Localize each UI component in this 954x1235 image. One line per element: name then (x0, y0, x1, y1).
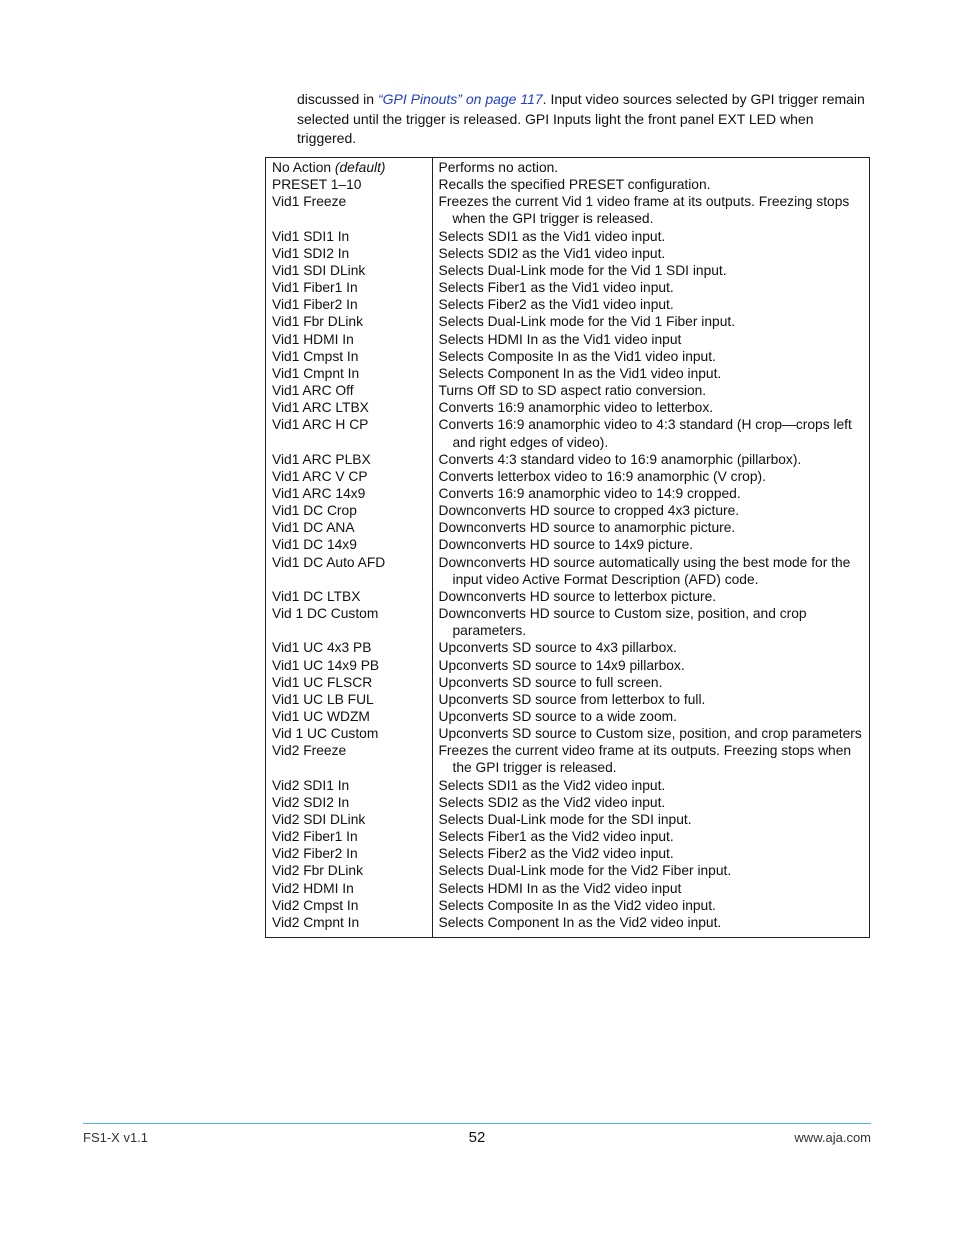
table-row (266, 691, 869, 708)
action-description: Upconverts SD source to Custom size, position, and crop parameters (438, 726, 862, 742)
action-name-cell (266, 468, 432, 485)
action-name: Vid1 ARC 14x9 (272, 485, 366, 501)
table-row (266, 862, 869, 879)
action-description: Upconverts SD source to full screen. (438, 674, 663, 690)
action-name: PRESET 1–10 (272, 177, 362, 193)
action-name-cell (266, 794, 432, 811)
action-name: Vid1 UC WDZM (272, 709, 370, 724)
action-name: Vid2 Fbr DLink (272, 863, 364, 879)
footer-doc-version: FS1-X v1.1 (83, 1130, 149, 1145)
action-description-cell (432, 536, 869, 553)
action-name: Vid1 UC FLSCR (272, 674, 373, 690)
action-name: Vid1 ARC V CP (272, 468, 368, 484)
action-description: Converts 16:9 anamorphic video to 14:9 cropped. (438, 485, 741, 501)
action-description-cell (432, 228, 869, 245)
intro-prefix: discussed in (297, 91, 378, 107)
action-name: Vid1 SDI2 In (272, 245, 350, 261)
action-name: Vid2 Freeze (272, 743, 347, 759)
action-description-cell (432, 742, 869, 776)
table-row (266, 605, 869, 639)
action-description-cell (432, 348, 869, 365)
action-description: Converts 16:9 anamorphic video to letterbox. (438, 400, 714, 416)
table-row (266, 880, 869, 897)
action-description: Upconverts SD source to 4x3 pillarbox. (438, 640, 677, 656)
action-name: Vid1 DC LTBX (272, 588, 361, 604)
action-description-cell (432, 777, 869, 794)
action-name: Vid2 Cmpst In (272, 897, 359, 913)
action-description: Selects Composite In as the Vid1 video input. (438, 348, 716, 364)
action-name: Vid1 Fiber1 In (272, 280, 358, 296)
action-name-cell (266, 914, 432, 937)
table-row (266, 519, 869, 536)
table-row (266, 742, 869, 776)
action-name-cell (266, 862, 432, 879)
table-row (266, 914, 869, 937)
action-description-cell (432, 399, 869, 416)
action-description: Downconverts HD source to cropped 4x3 picture. (438, 503, 740, 519)
action-description-cell (432, 862, 869, 879)
action-name-cell (266, 416, 432, 450)
action-description: Upconverts SD source from letterbox to full. (438, 691, 706, 707)
action-name-cell (266, 725, 432, 742)
action-description: Downconverts HD source to letterbox picture. (438, 588, 717, 604)
action-name: Vid1 ARC LTBX (272, 400, 369, 416)
gpi-pinouts-link[interactable]: “GPI Pinouts” on page 117 (377, 91, 543, 107)
action-name-cell (266, 845, 432, 862)
table-row (266, 588, 869, 605)
action-description-cell (432, 554, 869, 588)
gpi-action-table-grid (266, 158, 869, 937)
action-name: Vid1 Fiber2 In (272, 297, 358, 313)
action-description: Selects Composite In as the Vid2 video input. (438, 897, 716, 913)
action-description-cell (432, 382, 869, 399)
table-row (266, 725, 869, 742)
action-description-cell (432, 176, 869, 193)
action-name-cell (266, 554, 432, 588)
action-name-cell (266, 828, 432, 845)
action-description-cell (432, 468, 869, 485)
action-name-cell (266, 811, 432, 828)
action-name-cell (266, 176, 432, 193)
action-description: Selects Fiber1 as the Vid1 video input. (438, 280, 674, 296)
action-name-cell (266, 158, 432, 176)
table-row (266, 279, 869, 296)
action-name: Vid2 SDI DLink (272, 811, 366, 827)
action-name: Vid1 UC LB FUL (272, 691, 374, 707)
action-description: Upconverts SD source to a wide zoom. (438, 709, 677, 724)
action-name: Vid2 Cmpnt In (272, 914, 360, 930)
action-description: Converts letterbox video to 16:9 anamorphic (V crop). (438, 468, 766, 484)
action-description: Converts 16:9 anamorphic video to 4:3 standard (H crop—crops left and right edges of video). (438, 417, 852, 450)
action-name: Vid2 SDI2 In (272, 794, 350, 810)
action-description-cell (432, 691, 869, 708)
action-description-cell (432, 674, 869, 691)
table-row (266, 158, 869, 176)
action-description-cell (432, 725, 869, 742)
action-description: Selects Dual-Link mode for the Vid2 Fiber input. (438, 863, 732, 879)
action-name-cell (266, 880, 432, 897)
table-row (266, 554, 869, 588)
action-name: Vid 1 UC Custom (272, 726, 379, 742)
action-description-cell (432, 331, 869, 348)
intro-paragraph (297, 90, 875, 149)
intro-suffix: . Input video sources selected by GPI trigger remain selected until the trigger is released. GPI Inputs light the front panel EXT LED when triggered. (297, 91, 865, 146)
table-row (266, 228, 869, 245)
action-description: Selects Component In as the Vid2 video input. (438, 914, 722, 930)
action-name-cell (266, 365, 432, 382)
table-row (266, 365, 869, 382)
action-name-cell (266, 382, 432, 399)
action-description: Selects SDI2 as the Vid1 video input. (438, 245, 666, 261)
action-name: Vid1 DC Auto AFD (272, 554, 386, 570)
action-description: Selects Dual-Link mode for the Vid 1 Fiber input. (438, 314, 736, 330)
action-description-cell (432, 845, 869, 862)
table-row (266, 382, 869, 399)
action-description-cell (432, 519, 869, 536)
action-description-cell (432, 914, 869, 937)
action-description: Downconverts HD source automatically using the best mode for the input video Active Format Description (AFD) code. (438, 554, 851, 587)
action-description: Selects Fiber1 as the Vid2 video input. (438, 829, 674, 845)
table-row (266, 811, 869, 828)
action-name: Vid2 SDI1 In (272, 777, 350, 793)
action-name: Vid1 SDI1 In (272, 228, 350, 244)
footer-website: www.aja.com (794, 1130, 871, 1145)
action-name: Vid1 HDMI In (272, 331, 354, 347)
action-name: Vid1 Freeze (272, 194, 347, 210)
action-name-cell (266, 296, 432, 313)
table-row (266, 708, 869, 725)
action-name-cell (266, 348, 432, 365)
action-name-cell (266, 485, 432, 502)
table-row (266, 777, 869, 794)
action-description: Upconverts SD source to 14x9 pillarbox. (438, 657, 685, 673)
action-description: Selects SDI1 as the Vid2 video input. (438, 777, 666, 793)
table-row (266, 313, 869, 330)
action-description: Performs no action. (438, 160, 559, 175)
action-description-cell (432, 639, 869, 656)
action-name-cell (266, 605, 432, 639)
action-description-cell (432, 158, 869, 176)
action-name-cell (266, 245, 432, 262)
action-name-cell (266, 897, 432, 914)
table-row (266, 639, 869, 656)
action-description: Converts 4:3 standard video to 16:9 anamorphic (pillarbox). (438, 451, 802, 467)
action-description-cell (432, 588, 869, 605)
action-name: Vid1 ARC Off (272, 383, 354, 399)
action-name-cell (266, 262, 432, 279)
action-description: Selects SDI1 as the Vid1 video input. (438, 228, 666, 244)
action-description: Freezes the current video frame at its outputs. Freezing stops when the GPI trigger is released. (438, 743, 852, 776)
action-name: Vid2 HDMI In (272, 880, 354, 896)
table-row (266, 468, 869, 485)
action-name-cell (266, 451, 432, 468)
action-name: No Action (272, 160, 332, 175)
action-name: Vid2 Fiber2 In (272, 846, 358, 862)
gpi-action-table-body (266, 158, 869, 937)
action-name: Vid1 Cmpnt In (272, 365, 360, 381)
action-name-cell (266, 708, 432, 725)
action-description-cell (432, 828, 869, 845)
action-description-cell (432, 365, 869, 382)
action-description: Selects Dual-Link mode for the SDI input. (438, 811, 692, 827)
action-description: Freezes the current Vid 1 video frame at its outputs. Freezing stops when the GPI trigger is released. (438, 194, 850, 227)
action-description-cell (432, 296, 869, 313)
action-name: Vid1 UC 4x3 PB (272, 640, 372, 656)
action-name-cell (266, 742, 432, 776)
table-row (266, 348, 869, 365)
action-name-cell (266, 313, 432, 330)
action-name-cell (266, 777, 432, 794)
table-row (266, 245, 869, 262)
action-description: Selects Dual-Link mode for the Vid 1 SDI input. (438, 262, 727, 278)
action-name: Vid1 DC Crop (272, 503, 357, 519)
action-name-cell (266, 674, 432, 691)
action-description-cell (432, 708, 869, 725)
table-row (266, 536, 869, 553)
table-row (266, 502, 869, 519)
action-name-cell (266, 331, 432, 348)
action-description-cell (432, 313, 869, 330)
action-name-cell (266, 588, 432, 605)
action-name-cell (266, 279, 432, 296)
action-description-cell (432, 485, 869, 502)
action-description-cell (432, 245, 869, 262)
table-row (266, 262, 869, 279)
action-description-cell (432, 416, 869, 450)
action-name: Vid1 Cmpst In (272, 348, 359, 364)
action-name: Vid1 UC 14x9 PB (272, 657, 380, 673)
action-description: Downconverts HD source to Custom size, position, and crop parameters. (438, 606, 807, 639)
table-row (266, 399, 869, 416)
action-name-cell (266, 639, 432, 656)
action-description-cell (432, 451, 869, 468)
action-description-cell (432, 605, 869, 639)
table-row (266, 794, 869, 811)
action-name-cell (266, 536, 432, 553)
action-name: Vid 1 DC Custom (272, 606, 379, 622)
action-name: Vid2 Fiber1 In (272, 829, 358, 845)
action-description: Selects Component In as the Vid1 video input. (438, 365, 722, 381)
action-description-cell (432, 262, 869, 279)
table-row (266, 451, 869, 468)
table-row (266, 176, 869, 193)
action-description-cell (432, 657, 869, 674)
action-description-cell (432, 811, 869, 828)
footer-page-number: 52 (468, 1129, 486, 1146)
footer-divider (83, 1123, 871, 1124)
table-row (266, 485, 869, 502)
action-description-cell (432, 897, 869, 914)
action-description-cell (432, 880, 869, 897)
table-row (266, 193, 869, 227)
action-description-cell (432, 794, 869, 811)
action-name-cell (266, 519, 432, 536)
action-description-cell (432, 193, 869, 227)
action-description: Selects Fiber2 as the Vid1 video input. (438, 297, 674, 313)
table-row (266, 828, 869, 845)
action-name-cell (266, 228, 432, 245)
action-name-cell (266, 502, 432, 519)
action-description: Downconverts HD source to anamorphic picture. (438, 520, 736, 536)
table-row (266, 674, 869, 691)
table-row (266, 897, 869, 914)
action-description: Recalls the specified PRESET configuration. (438, 177, 711, 193)
action-name: Vid1 Fbr DLink (272, 314, 364, 330)
table-row (266, 657, 869, 674)
action-name: Vid1 ARC PLBX (272, 451, 371, 467)
gpi-action-table (265, 157, 870, 938)
action-description: Selects SDI2 as the Vid2 video input. (438, 794, 666, 810)
action-name: Vid1 SDI DLink (272, 262, 366, 278)
action-name-cell (266, 691, 432, 708)
table-row (266, 331, 869, 348)
action-name-note: (default) (334, 160, 386, 175)
action-name-cell (266, 193, 432, 227)
action-description-cell (432, 502, 869, 519)
action-name-cell (266, 657, 432, 674)
action-description: Selects HDMI In as the Vid1 video input (438, 331, 682, 347)
action-description: Turns Off SD to SD aspect ratio conversion. (438, 383, 707, 399)
action-description-cell (432, 279, 869, 296)
table-row (266, 416, 869, 450)
action-description: Selects HDMI In as the Vid2 video input (438, 880, 682, 896)
action-name-cell (266, 399, 432, 416)
table-row (266, 296, 869, 313)
table-row (266, 845, 869, 862)
action-name: Vid1 ARC H CP (272, 417, 369, 433)
action-name: Vid1 DC 14x9 (272, 537, 357, 553)
action-description: Downconverts HD source to 14x9 picture. (438, 537, 694, 553)
action-description: Selects Fiber2 as the Vid2 video input. (438, 846, 674, 862)
action-name: Vid1 DC ANA (272, 520, 355, 536)
